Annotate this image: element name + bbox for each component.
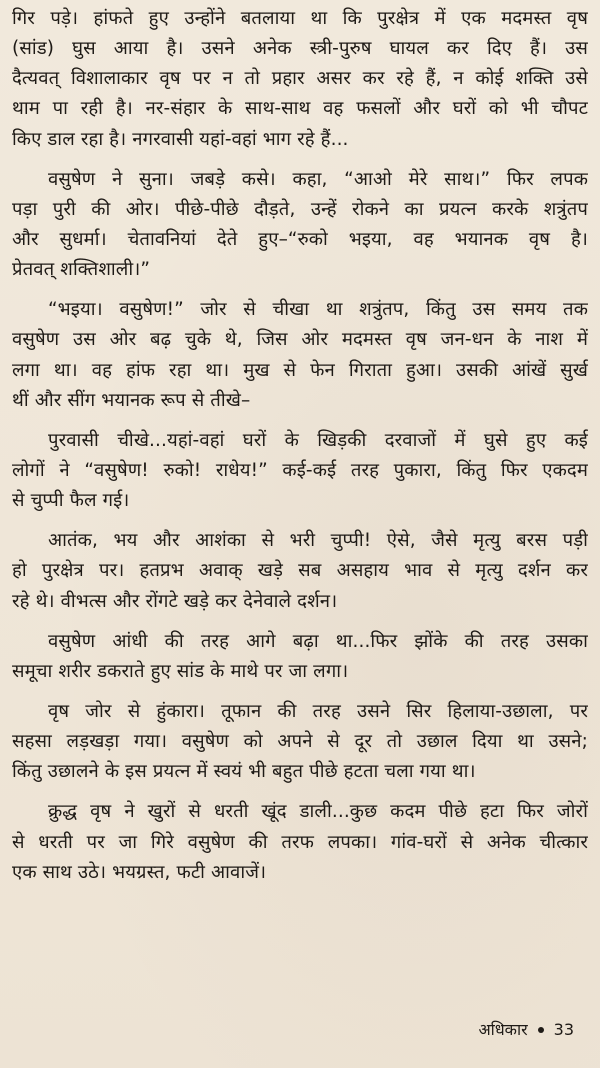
text-line: किंतु उछालने के इस प्रयत्न में स्वयं भी बहुत पीछे हटता चला गया था।: [12, 761, 476, 783]
paragraph: [12, 426, 588, 516]
text-line: और सुधर्मा। चेतावनियां देते हुए–“रुको भइया, वह भयानक वृष है।: [12, 228, 588, 250]
text-line: क्रुद्ध वृष ने खुरों से धरती खूंद डाली...कुछ कदम पीछे हटा फिर जोरों: [48, 801, 588, 823]
text-line: पुरवासी चीखे...यहां-वहां घरों के खिड़की दरवाजों में घुसे हुए कई: [48, 429, 588, 451]
separator-dot: [538, 1027, 544, 1033]
body-text: [12, 4, 588, 888]
paragraph-gap: [12, 285, 588, 295]
paragraph-gap: [12, 617, 588, 627]
text-line: एक साथ उठे। भयग्रस्त, फटी आवाजें।: [12, 861, 267, 883]
text-line: लोगों ने “वसुषेण! रुको! राधेय!” कई-कई तरह पुकारा, किंतु फिर एकदम: [12, 459, 588, 481]
text-line: वसुषेण ने सुना। जबड़े कसे। कहा, “आओ मेरे साथ।” फिर लपक: [48, 168, 588, 190]
text-line: थाम पा रही है। नर-संहार के साथ-साथ वह फसलों और घरों को भी चौपट: [12, 98, 588, 120]
paragraph-gap: [12, 155, 588, 165]
text-line: पड़ा पुरी की ओर। पीछे-पीछे दौड़ते, उन्हें रोकने का प्रयत्न करके शत्रुंतप: [12, 198, 588, 220]
text-line: से चुप्पी फैल गई।: [12, 490, 130, 512]
text-line: हो पुरक्षेत्र पर। हतप्रभ अवाक् खड़े सब असहाय भाव से मृत्यु दर्शन कर: [12, 560, 588, 582]
text-line: प्रेतवत् शक्तिशाली।”: [12, 259, 151, 281]
paragraph-gap: [12, 516, 588, 526]
paragraph: [12, 697, 588, 787]
text-line: से धरती पर जा गिरे वसुषेण की तरफ लपका। गांव-घरों से अनेक चीत्कार: [12, 831, 588, 853]
page-number: 33: [553, 1020, 574, 1039]
paragraph: [12, 627, 588, 687]
paragraph: [12, 165, 588, 286]
paragraph: [12, 4, 588, 155]
paragraph-gap: [12, 787, 588, 797]
text-line: वसुषेण आंधी की तरह आगे बढ़ा था...फिर झोंके की तरह उसका: [48, 630, 588, 652]
text-line: लगा था। वह हांफ रहा था। मुख से फेन गिराता हुआ। उसकी आंखें सुर्ख: [12, 359, 588, 381]
paragraph-gap: [12, 416, 588, 426]
text-line: वसुषेण उस ओर बढ़ चुके थे, जिस ओर मदमस्त वृष जन-धन के नाश में: [12, 329, 588, 351]
text-line: वृष जोर से हुंकारा। तूफान की तरह उसने सिर हिलाया-उछाला, पर: [48, 700, 588, 722]
page-footer: [478, 1018, 574, 1042]
paragraph: [12, 797, 588, 887]
text-line: (सांड) घुस आया है। उसने अनेक स्त्री-पुरुष घायल कर दिए हैं। उस: [12, 38, 588, 60]
running-title: अधिकार: [478, 1020, 528, 1039]
text-line: सहसा लड़खड़ा गया। वसुषेण को अपने से दूर तो उछाल दिया था उसने;: [12, 731, 588, 753]
text-line: रहे थे। वीभत्स और रोंगटे खड़े कर देनेवाले दर्शन।: [12, 590, 338, 612]
text-line: समूचा शरीर डकराते हुए सांड के माथे पर जा लगा।: [12, 660, 349, 682]
text-line: किए डाल रहा है। नगरवासी यहां-वहां भाग रहे हैं...: [12, 128, 349, 150]
paragraph-gap: [12, 687, 588, 697]
text-line: थीं और सींग भयानक रूप से तीखे–: [12, 389, 251, 411]
paragraph: [12, 526, 588, 616]
paragraph: [12, 295, 588, 416]
text-line: आतंक, भय और आशंका से भरी चुप्पी! ऐसे, जैसे मृत्यु बरस पड़ी: [48, 530, 588, 552]
text-line: गिर पड़े। हांफते हुए उन्होंने बतलाया था कि पुरक्षेत्र में एक मदमस्त वृष: [12, 8, 588, 29]
text-line: दैत्यवत् विशालाकार वृष पर न तो प्रहार असर कर रहे हैं, न कोई शक्ति उसे: [12, 68, 588, 90]
text-line: “भइया। वसुषेण!” जोर से चीखा था शत्रुंतप, किंतु उस समय तक: [48, 299, 588, 321]
